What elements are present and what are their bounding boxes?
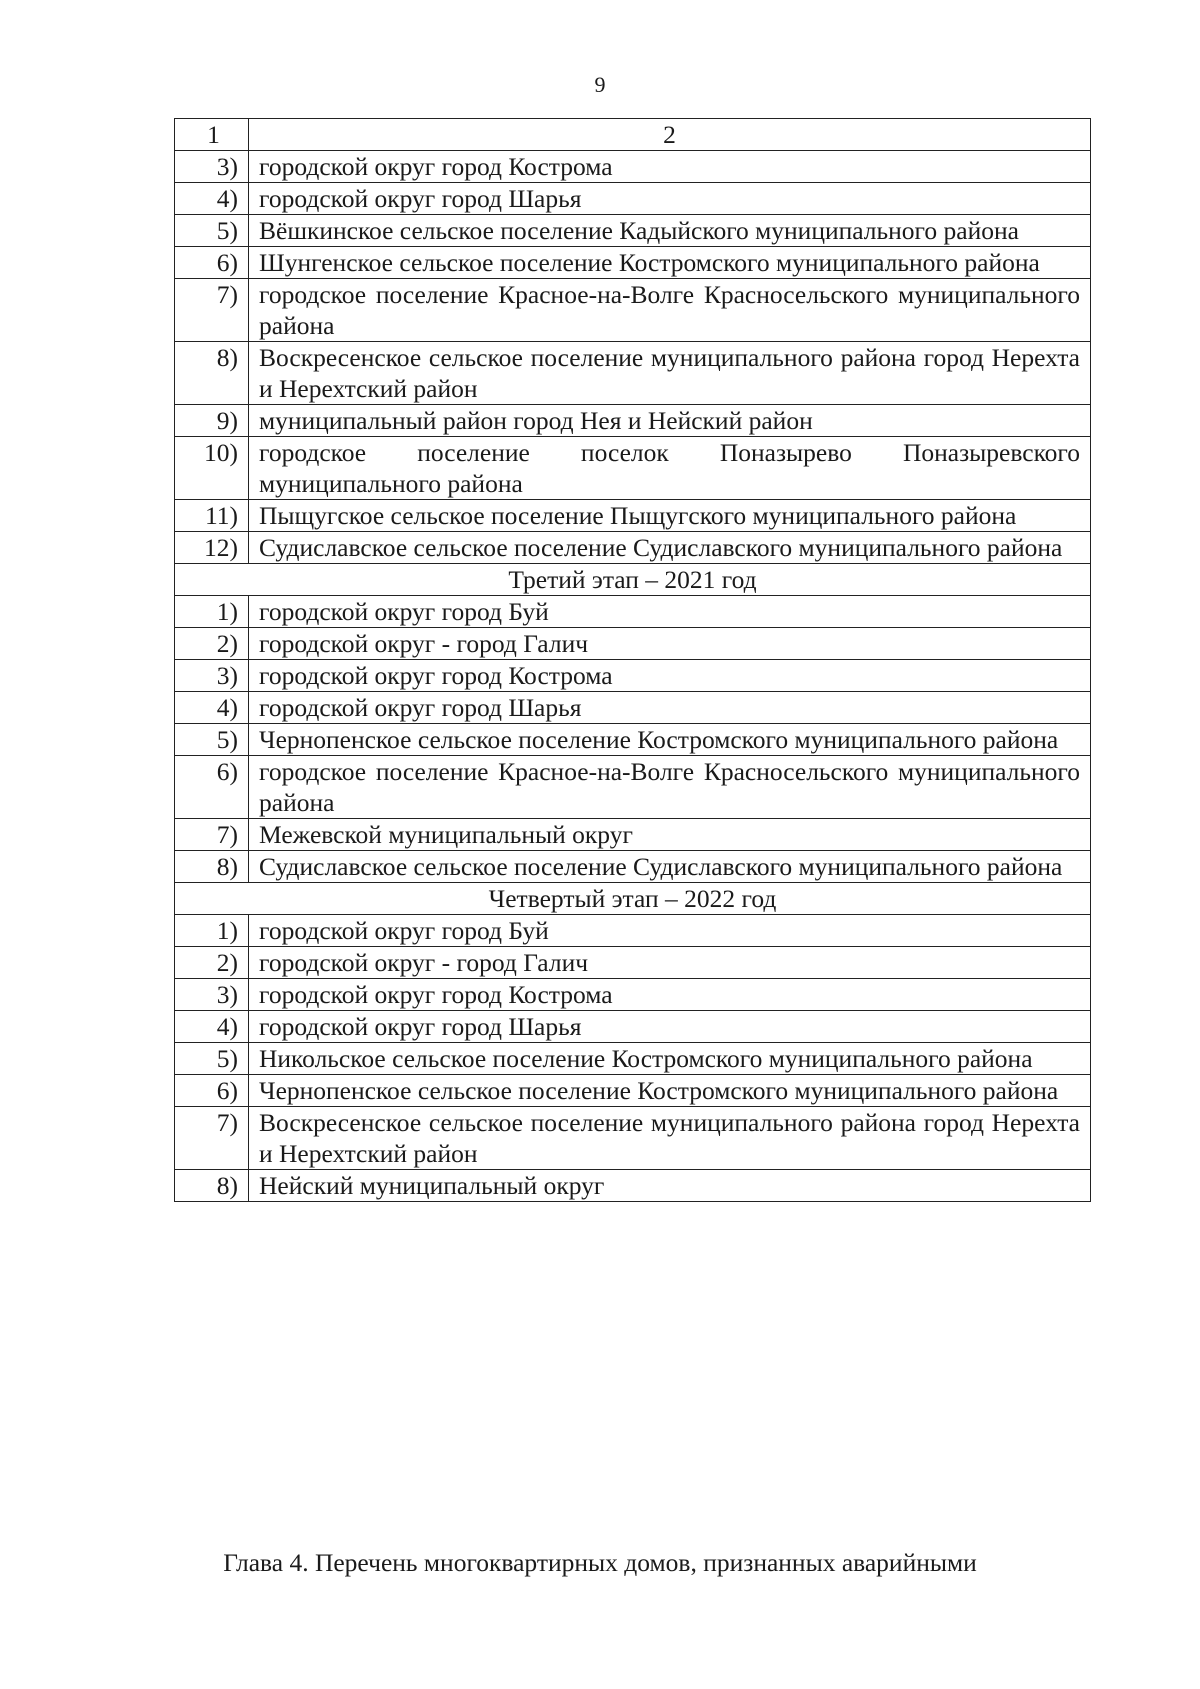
row-number: 12): [175, 532, 249, 564]
row-number: 7): [175, 1107, 249, 1170]
table-row: [175, 628, 1091, 660]
row-number: 8): [175, 342, 249, 405]
table-row: [175, 819, 1091, 851]
table-row: [175, 596, 1091, 628]
row-number: 2): [175, 947, 249, 979]
stage-title: Четвертый этап – 2022 год: [175, 883, 1091, 915]
row-number: 2): [175, 628, 249, 660]
row-number: 3): [175, 660, 249, 692]
stage-row: [175, 564, 1091, 596]
header-cell-col2: 2: [249, 119, 1091, 151]
row-number: 7): [175, 279, 249, 342]
municipality-name: городской округ город Кострома: [249, 979, 1091, 1011]
table-row: [175, 1107, 1091, 1170]
row-number: 3): [175, 151, 249, 183]
table-row: [175, 724, 1091, 756]
row-number: 7): [175, 819, 249, 851]
row-number: 6): [175, 756, 249, 819]
municipality-name: Воскресенское сельское поселение муниципального района город Нерехта и Нерехтский район: [249, 1107, 1091, 1170]
row-number: 11): [175, 500, 249, 532]
table-row: [175, 947, 1091, 979]
page-number: 9: [594, 72, 606, 97]
municipality-name: Воскресенское сельское поселение муниципального района город Нерехта и Нерехтский район: [249, 342, 1091, 405]
row-number: 6): [175, 1075, 249, 1107]
table-row: [175, 532, 1091, 564]
municipality-name: Пыщугское сельское поселение Пыщугского муниципального района: [249, 500, 1091, 532]
municipality-name: Чернопенское сельское поселение Костромского муниципального района: [249, 1075, 1091, 1107]
row-number: 1): [175, 915, 249, 947]
row-number: 6): [175, 247, 249, 279]
table-header-row: [175, 119, 1091, 151]
municipality-name: городской округ город Шарья: [249, 692, 1091, 724]
table-row: [175, 692, 1091, 724]
table-body: [175, 119, 1091, 1202]
municipality-name: городской округ город Кострома: [249, 151, 1091, 183]
table-row: [175, 151, 1091, 183]
municipality-name: Судиславское сельское поселение Судиславского муниципального района: [249, 851, 1091, 883]
table-row: [175, 1170, 1091, 1202]
row-number: 4): [175, 692, 249, 724]
row-number: 5): [175, 724, 249, 756]
table-row: [175, 342, 1091, 405]
municipality-name: Судиславское сельское поселение Судиславского муниципального района: [249, 532, 1091, 564]
table-row: [175, 279, 1091, 342]
municipality-name: городской округ город Шарья: [249, 183, 1091, 215]
table-row: [175, 183, 1091, 215]
row-number: 9): [175, 405, 249, 437]
stage-title: Третий этап – 2021 год: [175, 564, 1091, 596]
table-row: [175, 405, 1091, 437]
table-row: [175, 500, 1091, 532]
row-number: 1): [175, 596, 249, 628]
municipality-name: Никольское сельское поселение Костромского муниципального района: [249, 1043, 1091, 1075]
table-row: [175, 437, 1091, 500]
table-row: [175, 756, 1091, 819]
row-number: 8): [175, 1170, 249, 1202]
municipalities-table: [174, 118, 1091, 1202]
row-number: 4): [175, 1011, 249, 1043]
municipality-name: Шунгенское сельское поселение Костромского муниципального района: [249, 247, 1091, 279]
table-row: [175, 247, 1091, 279]
table-row: [175, 979, 1091, 1011]
table-row: [175, 1075, 1091, 1107]
chapter-heading: Глава 4. Перечень многоквартирных домов, признанных аварийными: [223, 1548, 977, 1577]
municipality-name: городской округ - город Галич: [249, 947, 1091, 979]
row-number: 4): [175, 183, 249, 215]
municipality-name: городское поселение Красное-на-Волге Красносельского муниципального района: [249, 756, 1091, 819]
municipality-name: городской округ - город Галич: [249, 628, 1091, 660]
municipality-name: Вёшкинское сельское поселение Кадыйского муниципального района: [249, 215, 1091, 247]
municipality-name: городской округ город Кострома: [249, 660, 1091, 692]
row-number: 3): [175, 979, 249, 1011]
table-row: [175, 1043, 1091, 1075]
stage-row: [175, 883, 1091, 915]
row-number: 10): [175, 437, 249, 500]
table-row: [175, 1011, 1091, 1043]
municipality-name: городское поселение поселок Поназырево Поназыревского муниципального района: [249, 437, 1091, 500]
row-number: 5): [175, 215, 249, 247]
row-number: 5): [175, 1043, 249, 1075]
municipality-name: городской округ город Буй: [249, 915, 1091, 947]
row-number: 8): [175, 851, 249, 883]
table-row: [175, 660, 1091, 692]
table-row: [175, 915, 1091, 947]
municipality-name: Межевской муниципальный округ: [249, 819, 1091, 851]
table-row: [175, 851, 1091, 883]
municipality-name: Нейский муниципальный округ: [249, 1170, 1091, 1202]
municipality-name: городской округ город Буй: [249, 596, 1091, 628]
municipality-name: муниципальный район город Нея и Нейский район: [249, 405, 1091, 437]
municipality-name: городское поселение Красное-на-Волге Красносельского муниципального района: [249, 279, 1091, 342]
header-cell-col1: 1: [175, 119, 249, 151]
municipality-name: Чернопенское сельское поселение Костромского муниципального района: [249, 724, 1091, 756]
municipality-name: городской округ город Шарья: [249, 1011, 1091, 1043]
table-row: [175, 215, 1091, 247]
